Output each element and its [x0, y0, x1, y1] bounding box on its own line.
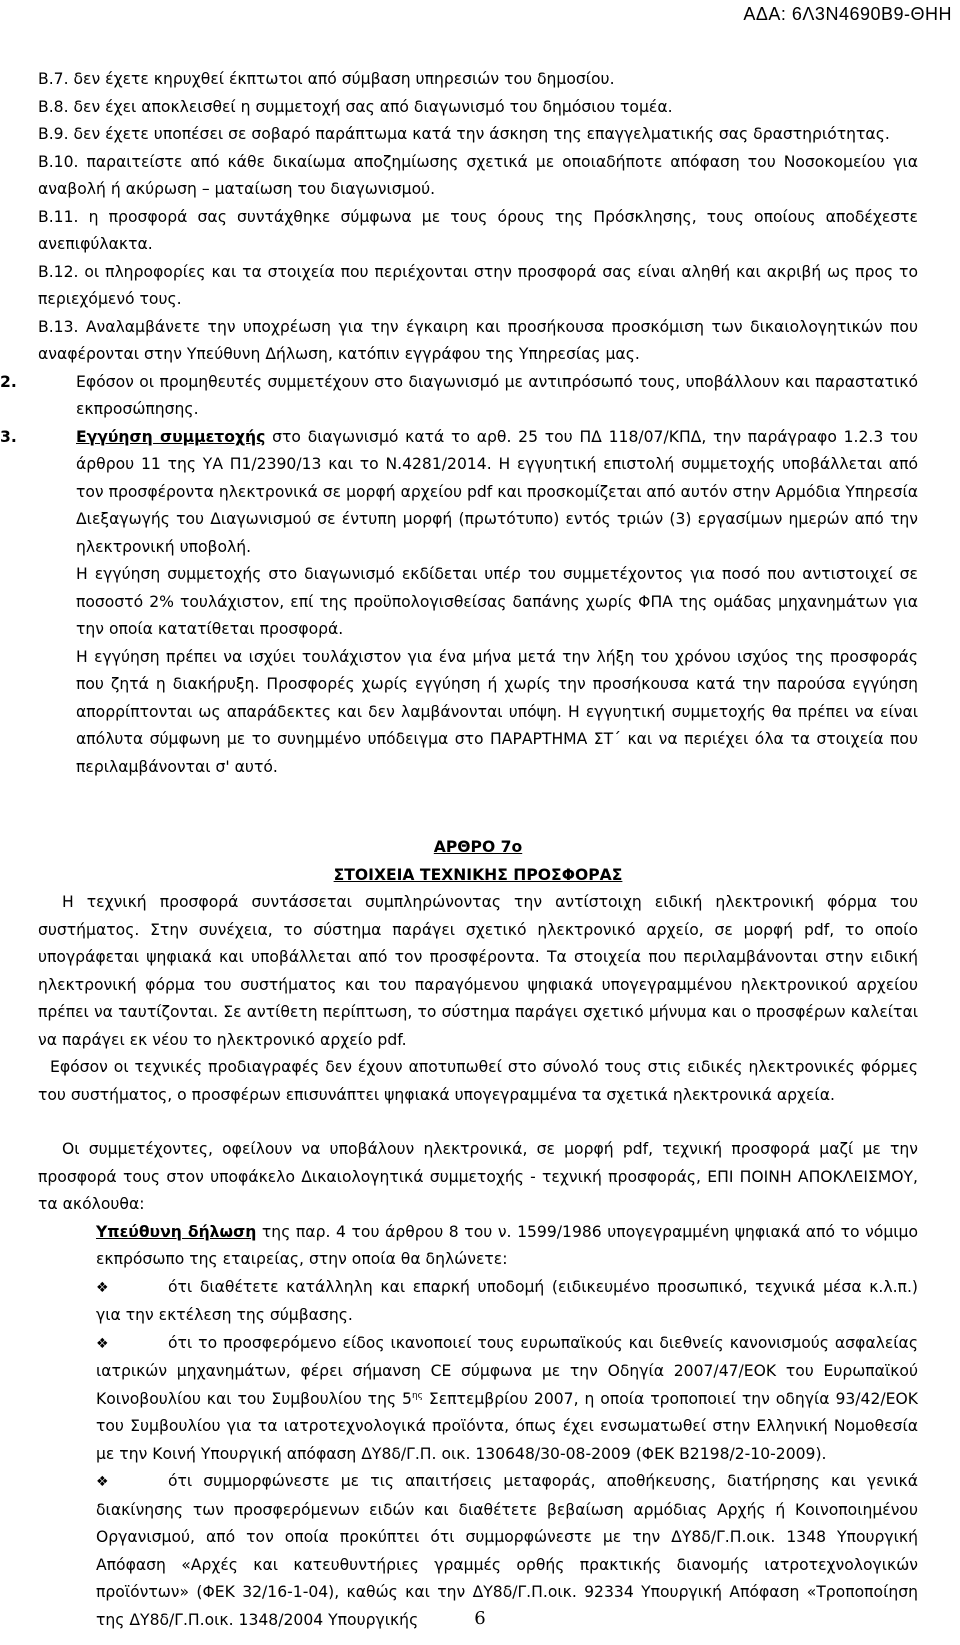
declaration-bold-heading: Υπεύθυνη δήλωση	[96, 1222, 257, 1241]
item-label: Β.13.	[38, 317, 79, 336]
item-3-intro	[0, 424, 918, 562]
article-paragraph: Εφόσον οι τεχνικές προδιαγραφές δεν έχουν αποτυπωθεί στο σύνολό τους στις ειδικές ηλεκτρονικές φόρμες του συστήματος, ο προσφέρων επισυνάπτει ψηφιακά υπογεγραμμένα τα σχετικά ηλεκτρονικά αρχεία.	[38, 1058, 918, 1104]
item-label: Β.10.	[38, 152, 79, 171]
item-3-paragraph: Η εγγύηση συμμετοχής στο διαγωνισμό εκδίδεται υπέρ του συμμετέχοντος για ποσό που αντιστοιχεί σε ποσοστό 2% τουλάχιστον, επί της προϋπολογισθείσας δαπάνης χωρίς ΦΠΑ της ομάδας μηχανημάτων για την οποία κατατίθεται προσφορά.	[76, 565, 918, 638]
item-text: δεν έχετε υποπέσει σε σοβαρό παράπτωμα κατά την άσκηση της επαγγελματικής σας δραστηριότητας.	[73, 125, 890, 143]
item-3-text: στο διαγωνισμό κατά το αρθ. 25 του ΠΔ 118/07/ΚΠΔ, την παράγραφο 1.2.3 του άρθρου 11 της ΥΑ Π1/2390/13 και το Ν.4281/2014. Η εγγυητική επιστολή συμμετοχής υποβάλλεται από τον προσφέροντα ηλεκτρονικά σε μορφή αρχείου pdf και προσκομίζεται από αυτόν στην Αρμόδια Υπηρεσία Διεξαγωγής του Διαγωνισμού σε έντυπη μορφή (πρωτότυπο) εντός τριών (3) εργασίμων ημερών από την ηλεκτρονική υποβολή.	[76, 427, 918, 556]
diamond-bullet-icon: ❖	[96, 1474, 109, 1490]
bullet-text: ότι συμμορφώνεστε με τις απαιτήσεις μεταφοράς, αποθήκευσης, διατήρησης και γενικά διακίνησης των προσφερόμενων ειδών και διαθέτετε βεβαίωση αρμόδιας Αρχής ή Κοινοποιημένου Οργανισμού, από τον οποία προκύπτει ότι συμμορφώνεστε με την ΔΥ8δ/Γ.Π.οικ. 1348 Υπουργική Απόφαση «Αρχές και κατευθυντήριες γραμμές ορθής πρακτικής διανομής ιατροτεχνολογικών προϊόντων» (ΦΕΚ 32/16-1-04), καθώς και την ΔΥ8δ/Γ.Π.οικ. 92334 Υπουργική Απόφαση «Τροποποίηση της ΔΥ8δ/Γ.Π.οικ. 1348/2004 Υπουργικής	[96, 1472, 918, 1629]
item-text: δεν έχετε κηρυχθεί έκπτωτοι από σύμβαση υπηρεσιών του δημοσίου.	[73, 70, 615, 88]
list-item	[38, 121, 918, 149]
item-2	[0, 369, 918, 424]
bullet-item	[96, 1274, 918, 1330]
declaration-bullets	[38, 1274, 918, 1635]
list-item	[38, 314, 918, 369]
spacer	[38, 781, 918, 834]
bullet-item	[96, 1330, 918, 1469]
item-label: Β.8.	[38, 97, 69, 116]
list-item	[38, 204, 918, 259]
superscript: ης	[411, 1390, 423, 1401]
document-code: ΑΔΑ: 6Λ3Ν4690Β9-ΘΗΗ	[743, 4, 952, 24]
item-label: Β.7.	[38, 70, 69, 88]
item-2-text: Εφόσον οι προμηθευτές συμμετέχουν στο διαγωνισμό με αντιπρόσωπό τους, υποβάλλουν και παραστατικό εκπροσώπησης.	[76, 372, 918, 418]
list-item	[38, 94, 918, 122]
item-text: οι πληροφορίες και τα στοιχεία που περιέχονται στην προσφορά σας είναι αληθή και ακριβή ως προς το περιεχόμενό τους.	[38, 262, 918, 308]
list-item	[38, 66, 918, 94]
page-body	[0, 66, 919, 1634]
diamond-bullet-icon: ❖	[96, 1279, 109, 1296]
article-paragraph: Η τεχνική προσφορά συντάσσεται συμπληρώνοντας την αντίστοιχη ειδική ηλεκτρονική φόρμα του συστήματος. Στην συνέχεια, το σύστημα παράγει σχετικό ηλεκτρονικό αρχείο, σε μορφή pdf, το οποίο υπογράφεται ψηφιακά και υποβάλλεται από τον προσφέροντα. Τα στοιχεία που περιλαμβάνονται στην ειδική ηλεκτρονική φόρμα του συστήματος και του παραγόμενου ψηφιακά υπογεγραμμένου ηλεκτρονικού αρχείου πρέπει να ταυτίζονται. Σε αντίθετη περίπτωση, το σύστημα παράγει σχετικό μήνυμα και ο προσφέρων καλείται να παράγει εκ νέου το ηλεκτρονικό αρχείο pdf.	[38, 893, 918, 1049]
item-text: η προσφορά σας συντάχθηκε σύμφωνα με τους όρους της Πρόσκλησης, τους οποίους αποδέχεστε ανεπιφύλακτα.	[38, 207, 918, 253]
bullet-text: Σεπτεμβρίου 2007, η οποία τροποποιεί την οδηγία 93/42/ΕΟΚ του Συμβουλίου για τα ιατροτεχνολογικά προϊόντα, όπως έχει ενσωματωθεί στην Ελληνική Νομοθεσία με την Κοινή Υπουργική απόφαση ΔΥ8δ/Γ.Π. οικ. 130648/30-08-2009 (ΦΕΚ Β2198/2-10-2009).	[96, 1389, 918, 1463]
item-text: παραιτείστε από κάθε δικαίωμα αποζημίωσης σχετικά με οποιαδήποτε απόφαση του Νοσοκομείου για αναβολή ή ακύρωση – ματαίωση του διαγωνισμού.	[38, 152, 918, 198]
item-2-number: 2.	[0, 372, 17, 391]
b-items-list	[38, 66, 918, 369]
list-item	[38, 149, 918, 204]
item-3	[0, 424, 918, 782]
declaration-text: της παρ. 4 του άρθρου 8 του ν. 1599/1986 υπογεγραμμένη ψηφιακά από το νόμιμο εκπρόσωπο της εταιρείας, στην οποία θα δηλώνετε:	[96, 1222, 919, 1268]
item-text: δεν έχει αποκλεισθεί η συμμετοχή σας από διαγωνισμό του δημόσιου τομέα.	[73, 97, 673, 116]
article-paragraph: Οι συμμετέχοντες, οφείλουν να υποβάλουν ηλεκτρονικά, σε μορφή pdf, τεχνική προσφορά μαζί με την προσφορά τους στον υποφάκελο Δικαιολογητικά συμμετοχής - τεχνική προσφοράς, ΕΠΙ ΠΟΙΝΗ ΑΠΟΚΛΕΙΣΜΟΥ, τα ακόλουθα:	[38, 1140, 918, 1213]
spacer	[38, 1109, 918, 1136]
item-3-number: 3.	[0, 427, 17, 446]
item-label: Β.12.	[38, 262, 79, 281]
item-3-bold-heading: Εγγύηση συμμετοχής	[76, 427, 266, 446]
declaration-item	[38, 1219, 918, 1274]
item-text: Αναλαμβάνετε την υποχρέωση για την έγκαιρη και προσήκουσα προσκόμιση των δικαιολογητικών που αναφέρονται στην Υπεύθυνη Δήλωση, κατόπιν εγγράφου της Υπηρεσίας μας.	[38, 317, 918, 363]
diamond-bullet-icon: ❖	[96, 1335, 109, 1352]
article-title: ΑΡΘΡΟ 7ο	[433, 838, 523, 856]
item-label: Β.11.	[38, 207, 79, 226]
bullet-text: ότι το προσφερόμενο είδος ικανοποιεί τους ευρωπαϊκούς και διεθνείς κανονισμούς ασφαλείας ιατρικών μηχανημάτων, φέρει σήμανση CE σύμφωνα με την Οδηγία 2007/47/ΕΟΚ του Ευρωπαϊκού Κοινοβουλίου και του Συμβουλίου της 5	[96, 1333, 918, 1408]
item-3-paragraph: Η εγγύηση πρέπει να ισχύει τουλάχιστον για ένα μήνα μετά την λήξη του χρόνου ισχύος της προσφοράς που ζητά η διακήρυξη. Προσφορές χωρίς εγγύηση ή χωρίς την προσήκουσα κατά την παρούσα εγγύηση απορρίπτονται ως απαράδεκτες και δεν λαμβάνονται υπόψη. Η εγγυητική συμμετοχής θα πρέπει να είναι απόλυτα σύμφωνη με το συνημμένο υπόδειγμα στο ΠΑΡΑΡΤΗΜΑ ΣΤ΄ και να περιέχει όλα τα στοιχεία που περιλαμβάνονται σ' αυτό.	[76, 647, 918, 776]
bullet-text: ότι διαθέτετε κατάλληλη και επαρκή υποδομή (ειδικευμένο προσωπικό, τεχνικά μέσα κ.λ.π.) για την εκτέλεση της σύμβασης.	[96, 1277, 918, 1324]
declaration-number	[38, 1219, 96, 1247]
page-number: 6	[474, 1608, 486, 1629]
item-label: Β.9.	[38, 125, 69, 143]
article-subtitle: ΣΤΟΙΧΕΙΑ ΤΕΧΝΙΚΗΣ ΠΡΟΣΦΟΡΑΣ	[333, 865, 623, 884]
list-item	[38, 259, 918, 314]
